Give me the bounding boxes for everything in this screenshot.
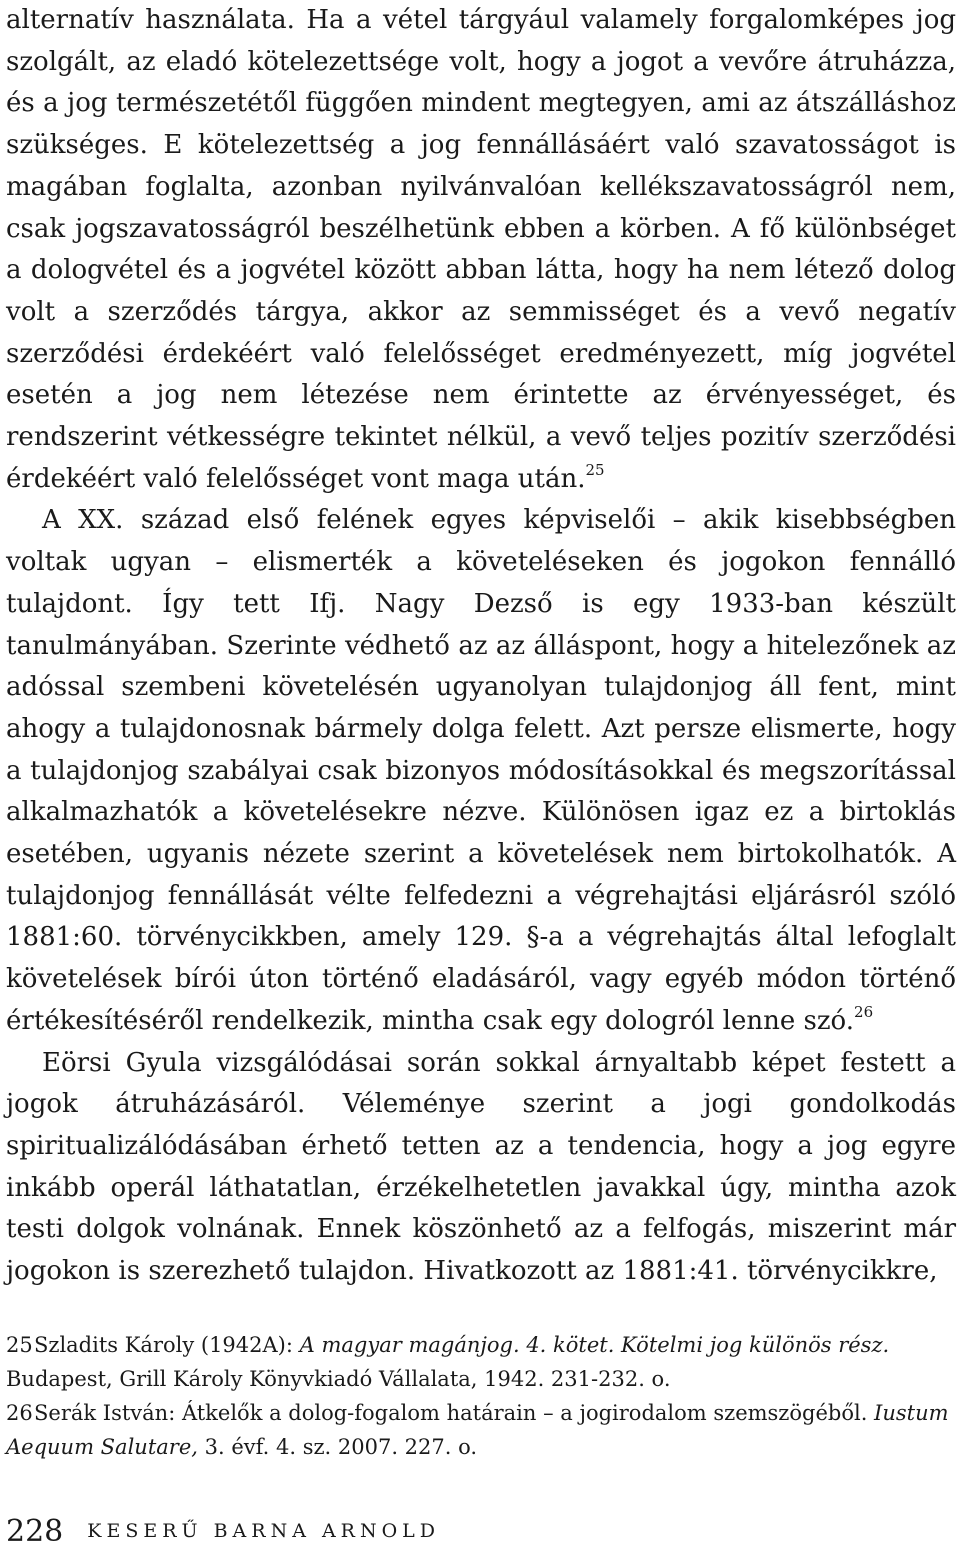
page-number: 228: [6, 1513, 64, 1549]
footnote-ref-26[interactable]: 26: [854, 1002, 874, 1021]
footnote-text: 3. évf. 4. sz. 2007. 227. o.: [197, 1435, 478, 1459]
paragraph-1-text: alternatív használata. Ha a vétel tárgyául valamely forgalomképes jog szolgált, az eladó kötelezettsége volt, hogy a jogot a vevőre átruházza, és a jog természetétől függően mindent megtegyen, ami az átszálláshoz szükséges. E kötelezettség a jog fennállásáért való szavatosságot is magában foglalta, azonban nyilvánvalóan kellékszavatosságról nem, csak jogszavatosságról beszélhetünk ebben a körben. A fő különbséget a dologvétel és a jogvétel között abban látta, hogy ha nem létező dolog volt a szerződés tárgya, akkor az semmisséget és a vevő negatív szerződési érdekéért való felelősséget eredményezett, míg jogvétel esetén a jog nem létezése nem érintette az érvényességet, és rendszerint vétkességre tekintet nélkül, a vevő teljes pozitív szerződési érdekéért való felelősséget vont maga után.: [6, 5, 956, 494]
paragraph-3: [6, 1043, 956, 1293]
footnote-26: [6, 1396, 956, 1464]
footnote-text: Serák István: Átkelők a dolog-fogalom határain – a jogirodalom szemszögéből.: [34, 1401, 875, 1425]
paragraph-1: [6, 0, 956, 500]
running-head-author: KESERŰ BARNA ARNOLD: [87, 1520, 441, 1542]
footnote-ref-25[interactable]: 25: [585, 460, 605, 479]
footnote-title: A magyar magánjog. 4. kötet. Kötelmi jog különös rész.: [299, 1333, 890, 1357]
paragraph-2: [6, 500, 956, 1042]
paragraph-3-text: Eörsi Gyula vizsgálódásai során sokkal árnyaltabb képet festett a jogok átruházásáról. Véleménye szerint a jogi gondolkodás spiritualizálódásában érhető tetten az a tendencia, hogy a jog egyre inkább operál láthatatlan, érzékelhetetlen javakkal úgy, mintha azok testi dolgok volnának. Ennek köszönhető az a felfogás, miszerint már jogokon is szerezhető tulajdon. Hivatkozott az 1881:41. törvénycikkre,: [6, 1047, 956, 1287]
book-page: [6, 0, 956, 1548]
page-footer: [6, 1514, 956, 1548]
footnote-text: Budapest, Grill Károly Könyvkiadó Vállalata, 1942. 231-232. o.: [6, 1367, 671, 1391]
footnote-title: Iustum Aequum Salutare,: [6, 1401, 949, 1459]
paragraph-2-text: A XX. század első felének egyes képviselői – akik kisebbségben voltak ugyan – elismerték a követeléseken és jogokon fennálló tulajdont. Így tett Ifj. Nagy Dezső is egy 1933-ban készült tanulmányában. Szerinte védhető az az álláspont, hogy a hitelezőnek az adóssal szembeni követelésén ugyanolyan tulajdonjog áll fent, mint ahogy a tulajdonosnak bármely dolga felett. Azt persze elismerte, hogy a tulajdonjog szabályai csak bizonyos módosításokkal és megszorítással alkalmazhatók a követelésekre nézve. Különösen igaz ez a birtoklás esetében, ugyanis nézete szerint a követelések nem birtokolhatók. A tulajdonjog fennállását vélte felfedezni a végrehajtási eljárásról szóló 1881:60. törvénycikkben, amely 129. §-a a végrehajtás által lefoglalt követelések bírói úton történő eladásáról, vagy egyéb módon történő értékesítéséről rendelkezik, mintha csak egy dologról lenne szó.: [6, 505, 956, 1036]
main-text: [6, 0, 956, 1293]
footnote-number: 26: [6, 1401, 33, 1425]
footnotes: [6, 1328, 956, 1464]
footnote-25: [6, 1328, 956, 1396]
footnote-number: 25: [6, 1333, 33, 1357]
footnote-text: Szladits Károly (1942A):: [34, 1333, 300, 1357]
